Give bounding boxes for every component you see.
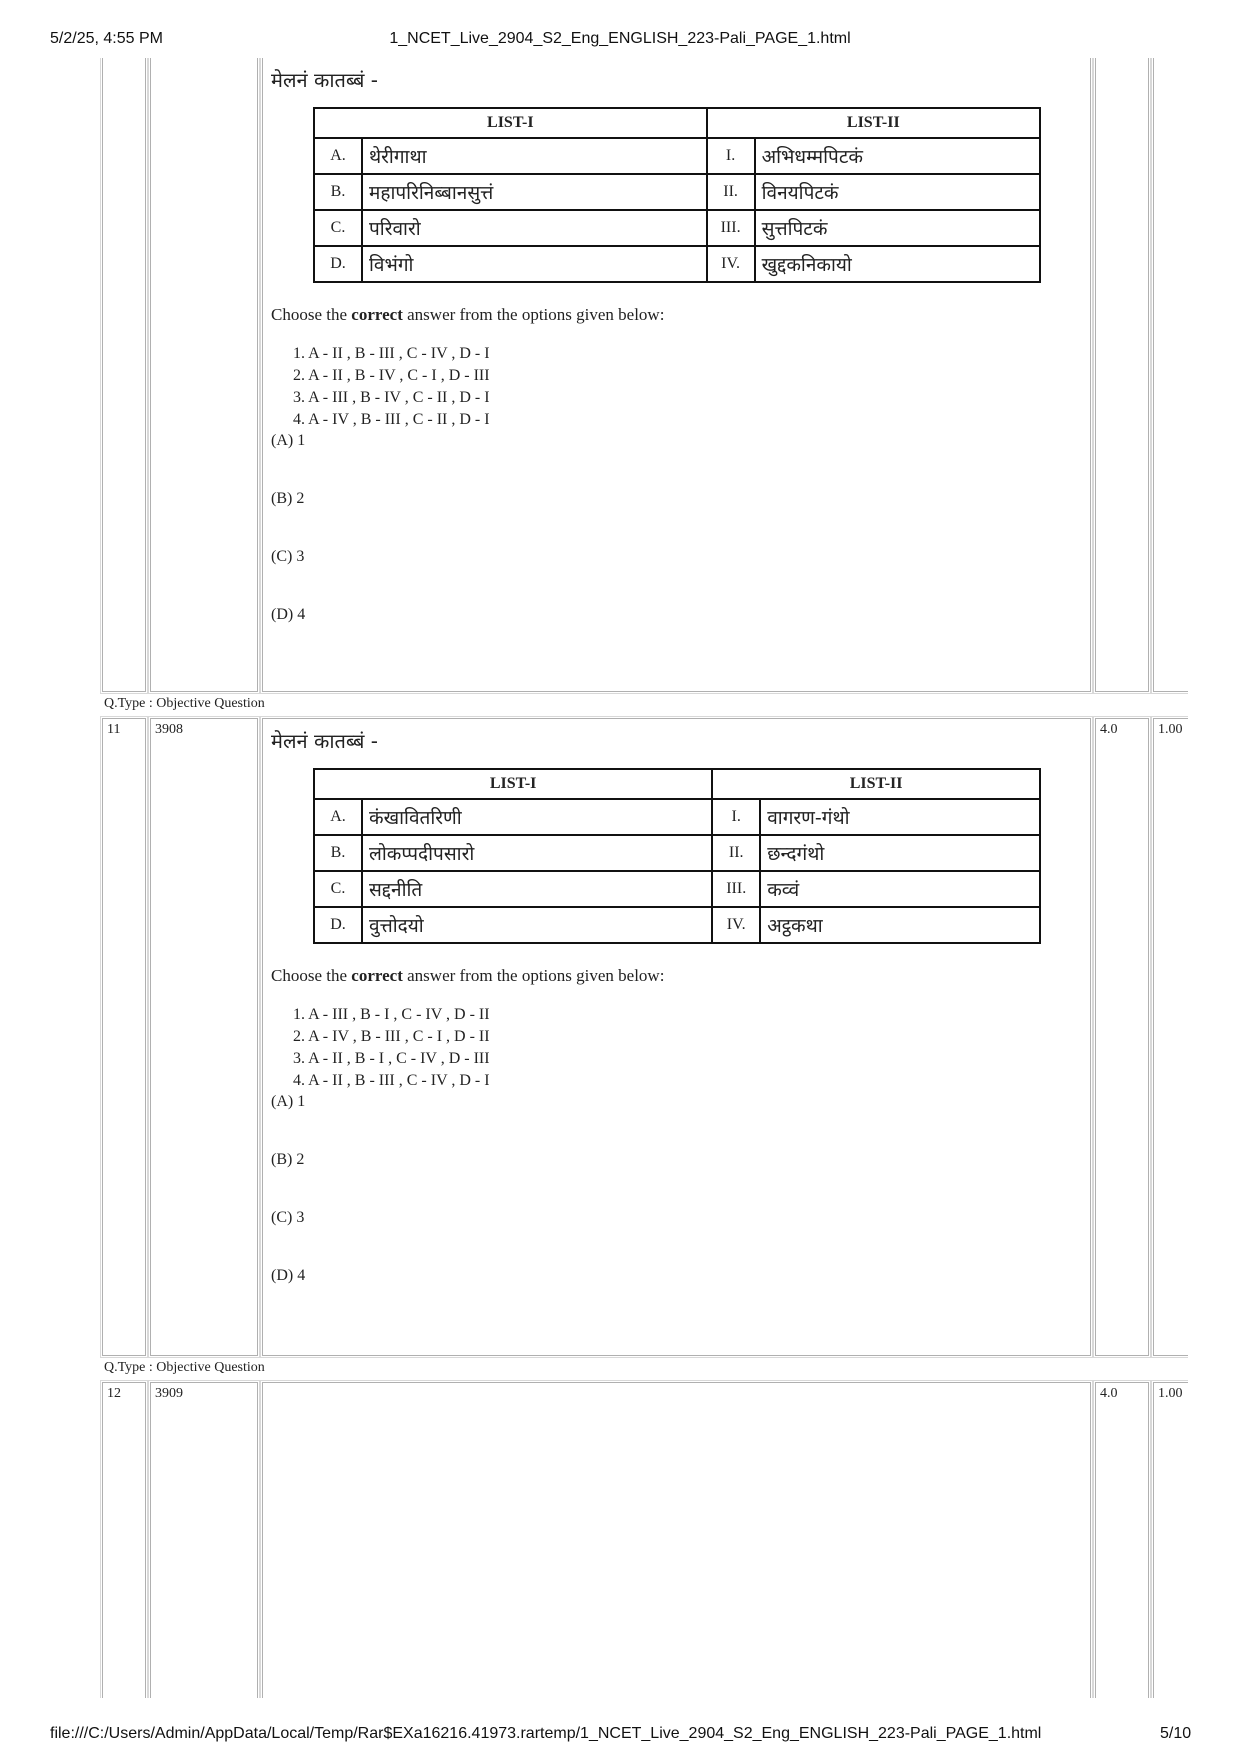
list1-header: LIST-I — [314, 769, 712, 799]
list-item: 1. A - II , B - III , C - IV , D - I — [293, 345, 490, 362]
question-cell — [262, 718, 1091, 1356]
list1-label: A. — [314, 799, 362, 835]
list2-item: विनयपिटकं — [755, 174, 1040, 210]
serial-cell — [102, 58, 146, 692]
answer-option-a: (A) 1 — [271, 1093, 306, 1110]
negative-marks-cell: 1.00 — [1153, 1382, 1188, 1698]
list1-item: कंखावितरिणी — [362, 799, 712, 835]
list2-item: अभिधम्मपिटकं — [755, 138, 1040, 174]
question-cell — [262, 58, 1091, 692]
table-row — [314, 246, 1040, 282]
question-id-cell: 3908 — [150, 718, 258, 1356]
qtype-label: Q.Type : Objective Question — [104, 696, 265, 711]
question-paper — [100, 58, 1188, 1698]
question-intro: मेलनं कातब्बं - — [271, 729, 378, 753]
question-intro: मेलनं कातब्बं - — [271, 68, 378, 92]
list2-label: IV. — [707, 246, 755, 282]
list2-header: LIST-II — [712, 769, 1040, 799]
match-table — [313, 107, 1041, 283]
print-file-path: file:///C:/Users/Admin/AppData/Local/Temp/Rar$EXa16216.41973.rartemp/1_NCET_Live_2904_S2_Eng_ENGLISH_223-Pali_PAGE_1.html — [50, 1725, 1042, 1742]
question-row — [100, 718, 1188, 1356]
list2-header: LIST-II — [707, 108, 1040, 138]
list2-label: III. — [707, 210, 755, 246]
marks-cell — [1095, 58, 1149, 692]
list1-label: A. — [314, 138, 362, 174]
answer-option-c: (C) 3 — [271, 1209, 305, 1226]
list-item: 3. A - II , B - I , C - IV , D - III — [293, 1050, 490, 1067]
qtype-label: Q.Type : Objective Question — [104, 1360, 265, 1375]
list-item: 3. A - III , B - IV , C - II , D - I — [293, 389, 490, 406]
list-item: 4. A - II , B - III , C - IV , D - I — [293, 1072, 490, 1089]
list2-label: III. — [712, 871, 760, 907]
answer-option-d: (D) 4 — [271, 1267, 306, 1284]
instruction-text: Choose the correct answer from the options given below: — [271, 305, 665, 324]
question-row — [100, 1382, 1188, 1698]
question-row — [100, 58, 1188, 692]
page-number: 5/10 — [1160, 1725, 1192, 1742]
instruction-text: Choose the correct answer from the options given below: — [271, 966, 665, 985]
serial-cell: 12 — [102, 1382, 146, 1698]
marks-cell: 4.0 — [1095, 1382, 1149, 1698]
table-row — [314, 835, 1040, 871]
negative-marks-cell — [1153, 58, 1188, 692]
list2-item: सुत्तपिटकं — [755, 210, 1040, 246]
list-item: 1. A - III , B - I , C - IV , D - II — [293, 1006, 490, 1023]
list2-label: II. — [707, 174, 755, 210]
list1-item: परिवारो — [362, 210, 707, 246]
list1-item: महापरिनिब्बानसुत्तं — [362, 174, 707, 210]
list1-item: थेरीगाथा — [362, 138, 707, 174]
print-page-title: 1_NCET_Live_2904_S2_Eng_ENGLISH_223-Pali_PAGE_1.html — [389, 30, 851, 47]
list2-label: I. — [712, 799, 760, 835]
question-id-cell — [150, 58, 258, 692]
list-item: 2. A - II , B - IV , C - I , D - III — [293, 367, 490, 384]
list1-item: विभंगो — [362, 246, 707, 282]
answer-option-b: (B) 2 — [271, 490, 305, 507]
list2-item: वागरण-गंथो — [760, 799, 1040, 835]
match-table — [313, 768, 1041, 944]
list1-item: लोकप्पदीपसारो — [362, 835, 712, 871]
list1-label: D. — [314, 907, 362, 943]
list-item: 4. A - IV , B - III , C - II , D - I — [293, 411, 490, 428]
table-row — [314, 907, 1040, 943]
table-row — [314, 871, 1040, 907]
print-datetime: 5/2/25, 4:55 PM — [50, 30, 163, 47]
table-row — [314, 210, 1040, 246]
option-list — [293, 343, 1082, 431]
serial-cell: 11 — [102, 718, 146, 1356]
option-list — [293, 1004, 1082, 1092]
list1-header: LIST-I — [314, 108, 707, 138]
answer-option-c: (C) 3 — [271, 548, 305, 565]
list2-item: खुद्दकनिकायो — [755, 246, 1040, 282]
table-row — [314, 138, 1040, 174]
list-item: 2. A - IV , B - III , C - I , D - II — [293, 1028, 490, 1045]
answer-option-d: (D) 4 — [271, 606, 306, 623]
list1-item: सद्दनीति — [362, 871, 712, 907]
list2-item: अट्ठकथा — [760, 907, 1040, 943]
list2-item: छन्दगंथो — [760, 835, 1040, 871]
question-cell — [262, 1382, 1091, 1698]
list2-label: IV. — [712, 907, 760, 943]
list2-item: कव्वं — [760, 871, 1040, 907]
marks-cell: 4.0 — [1095, 718, 1149, 1356]
list2-label: II. — [712, 835, 760, 871]
answer-option-a: (A) 1 — [271, 432, 306, 449]
question-id-cell: 3909 — [150, 1382, 258, 1698]
list1-label: B. — [314, 174, 362, 210]
table-row — [314, 174, 1040, 210]
answer-option-b: (B) 2 — [271, 1151, 305, 1168]
list1-label: D. — [314, 246, 362, 282]
list1-label: B. — [314, 835, 362, 871]
list1-label: C. — [314, 871, 362, 907]
negative-marks-cell: 1.00 — [1153, 718, 1188, 1356]
table-row — [314, 799, 1040, 835]
list2-label: I. — [707, 138, 755, 174]
list1-label: C. — [314, 210, 362, 246]
list1-item: वुत्तोदयो — [362, 907, 712, 943]
